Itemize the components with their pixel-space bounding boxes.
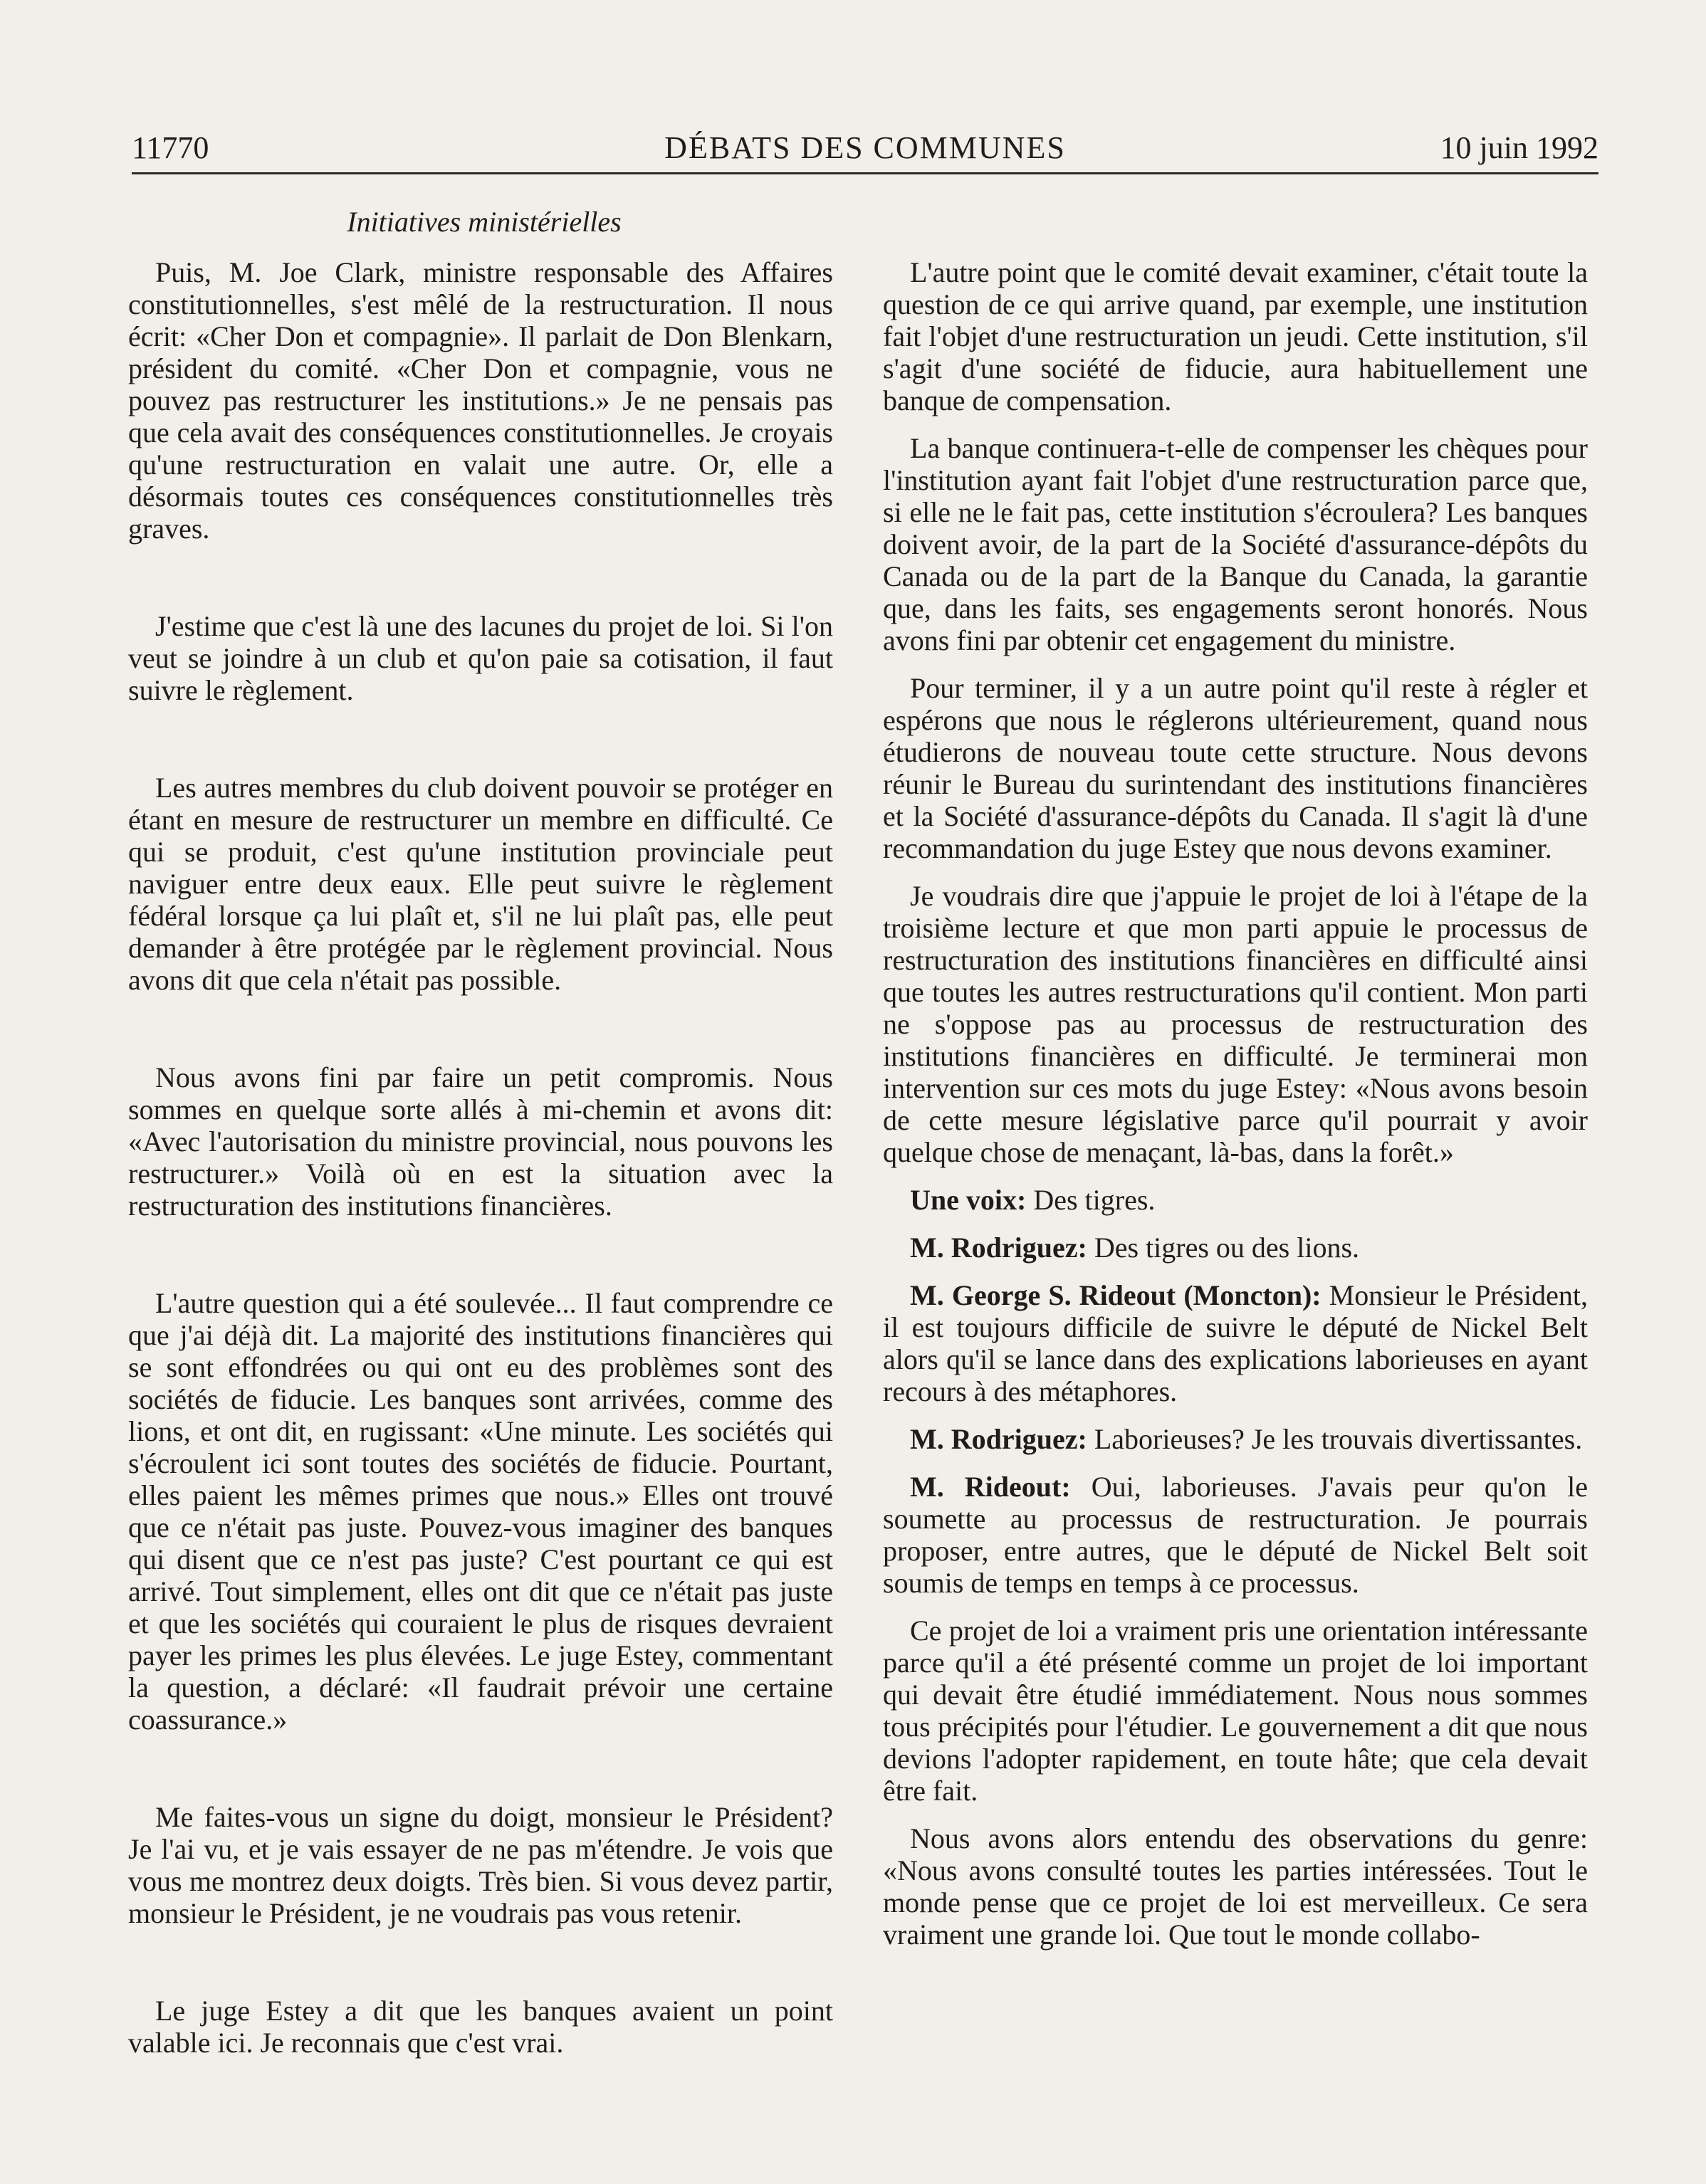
page-header [132, 127, 1598, 174]
paragraph: L'autre point que le comité devait examiner, c'était toute la question de ce qui arrive quand, par exemple, une institution fait l'objet d'une restructuration un jeudi. Cette institution, s'il s'agit d'une société de fiducie, aura habituellement une banque de compensation. [883, 256, 1588, 416]
paragraph: La banque continuera-t-elle de compenser les chèques pour l'institution ayant fait l'objet d'une restructuration parce que, si elle ne le fait pas, cette institution s'écroulera? Les banques doivent avoir, de la part de la Société d'assurance-dépôts du Canada ou de la part de la Banque du Canada, la garantie que, dans les faits, ses engagements seront honorés. Nous avons fini par obtenir cet engagement du ministre. [883, 432, 1588, 656]
publication-date: 10 juin 1992 [1440, 130, 1598, 165]
speech-paragraph [883, 1279, 1588, 1407]
speaker-name: Une voix: [910, 1184, 1027, 1216]
speaker-name: M. Rideout: [910, 1471, 1071, 1503]
speaker-name: M. Rodriguez: [910, 1232, 1087, 1264]
speech-text: Des tigres ou des lions. [1094, 1232, 1360, 1264]
paragraph: Nous avons alors entendu des observations du genre: «Nous avons consulté toutes les parties intéressées. Tout le monde pense que ce projet de loi est merveilleux. Ce sera vraiment une grande loi. Que tout le monde collabo- [883, 1822, 1588, 1951]
speech-text: Des tigres. [1033, 1184, 1156, 1216]
speech-paragraph [883, 1232, 1588, 1264]
paragraph: Me faites-vous un signe du doigt, monsieur le Président? Je l'ai vu, et je vais essayer de ne pas m'étendre. Je vois que vous me montrez deux doigts. Très bien. Si vous devez partir, monsieur le Président, je ne voudrais pas vous retenir. [128, 1801, 833, 1929]
speaker-name: M. Rodriguez: [910, 1423, 1087, 1455]
speech-text: Laborieuses? Je les trouvais divertissantes. [1094, 1423, 1583, 1455]
paragraph: Je voudrais dire que j'appuie le projet de loi à l'étape de la troisième lecture et que mon parti appuie le processus de restructuration des institutions financières en difficulté ainsi que toutes les autres restructurations qu'il contient. Mon parti ne s'oppose pas au processus de restructuration des institutions financières en difficulté. Je terminerai mon intervention sur ces mots du juge Estey: «Nous avons besoin de cette mesure législative parce qu'il pourrait y avoir quelque chose de menaçant, là-bas, dans la forêt.» [883, 880, 1588, 1168]
paragraph: J'estime que c'est là une des lacunes du projet de loi. Si l'on veut se joindre à un club et qu'on paie sa cotisation, il faut suivre le règlement. [128, 610, 833, 706]
paragraph: Pour terminer, il y a un autre point qu'il reste à régler et espérons que nous le réglerons ultérieurement, quand nous étudierons de nouveau toute cette structure. Nous devons réunir le Bureau du surintendant des institutions financières et la Société d'assurance-dépôts du Canada. Il s'agit là d'une recommandation du juge Estey que nous devons examiner. [883, 672, 1588, 864]
speech-paragraph [883, 1184, 1588, 1216]
paragraph: Ce projet de loi a vraiment pris une orientation intéressante parce qu'il a été présenté comme un projet de loi important qui devait être étudié immédiatement. Nous nous sommes tous précipités pour l'étudier. Le gouvernement a dit que nous devions l'adopter rapidement, en toute hâte; que cela devait être fait. [883, 1615, 1588, 1807]
section-title: Initiatives ministérielles [347, 206, 622, 238]
publication-title: DÉBATS DES COMMUNES [664, 130, 1066, 165]
right-column [883, 256, 1588, 1966]
speech-text: Oui, laborieuses. J'avais peur qu'on le soumette au processus de restructuration. Je pourrais proposer, entre autres, que le député de Nickel Belt soit soumis de temps en temps à ce processus. [883, 1471, 1588, 1599]
speech-paragraph [883, 1423, 1588, 1455]
left-column [128, 256, 833, 2124]
paragraph: Le juge Estey a dit que les banques avaient un point valable ici. Je reconnais que c'est vrai. [128, 1995, 833, 2059]
speech-text: Monsieur le Président, il est toujours difficile de suivre le député de Nickel Belt alors qu'il se lance dans des explications laborieuses en ayant recours à des métaphores. [883, 1279, 1588, 1407]
speech-paragraph [883, 1471, 1588, 1599]
page-number: 11770 [132, 130, 209, 165]
paragraph: Les autres membres du club doivent pouvoir se protéger en étant en mesure de restructurer un membre en difficulté. Ce qui se produit, c'est qu'une institution provinciale peut naviguer entre deux eaux. Elle peut suivre le règlement fédéral lorsque ça lui plaît et, s'il ne lui plaît pas, elle peut demander à être protégée par le règlement provincial. Nous avons dit que cela n'était pas possible. [128, 772, 833, 996]
paragraph: L'autre question qui a été soulevée... Il faut comprendre ce que j'ai déjà dit. La majorité des institutions financières qui se sont effondrées ou qui ont eu des problèmes sont des sociétés de fiducie. Les banques sont arrivées, comme des lions, et ont dit, en rugissant: «Une minute. Les sociétés qui s'écroulent ici sont toutes des sociétés de fiducie. Pourtant, elles paient les mêmes primes que nous.» Elles ont trouvé que ce n'était pas juste. Pouvez-vous imaginer des banques qui disent que ce n'est pas juste? C'est pourtant ce qui est arrivé. Tout simplement, elles ont dit que ce n'était pas juste et que les sociétés qui couraient le plus de risques devraient payer les primes les plus élevées. Le juge Estey, commentant la question, a déclaré: «Il faudrait prévoir une certaine coassurance.» [128, 1287, 833, 1736]
speaker-name: M. George S. Rideout (Moncton): [910, 1279, 1322, 1311]
paragraph: Puis, M. Joe Clark, ministre responsable des Affaires constitutionnelles, s'est mêlé de la restructuration. Il nous écrit: «Cher Don et compagnie». Il parlait de Don Blenkarn, président du comité. «Cher Don et compagnie, vous ne pouvez pas restructurer les institutions.» Je ne pensais pas que cela avait des conséquences constitutionnelles. Je croyais qu'une restructuration en valait une autre. Or, elle a désormais toutes ces conséquences constitutionnelles très graves. [128, 256, 833, 545]
paragraph: Nous avons fini par faire un petit compromis. Nous sommes en quelque sorte allés à mi-chemin et avons dit: «Avec l'autorisation du ministre provincial, nous pouvons les restructurer.» Voilà où en est la situation avec la restructuration des institutions financières. [128, 1061, 833, 1222]
